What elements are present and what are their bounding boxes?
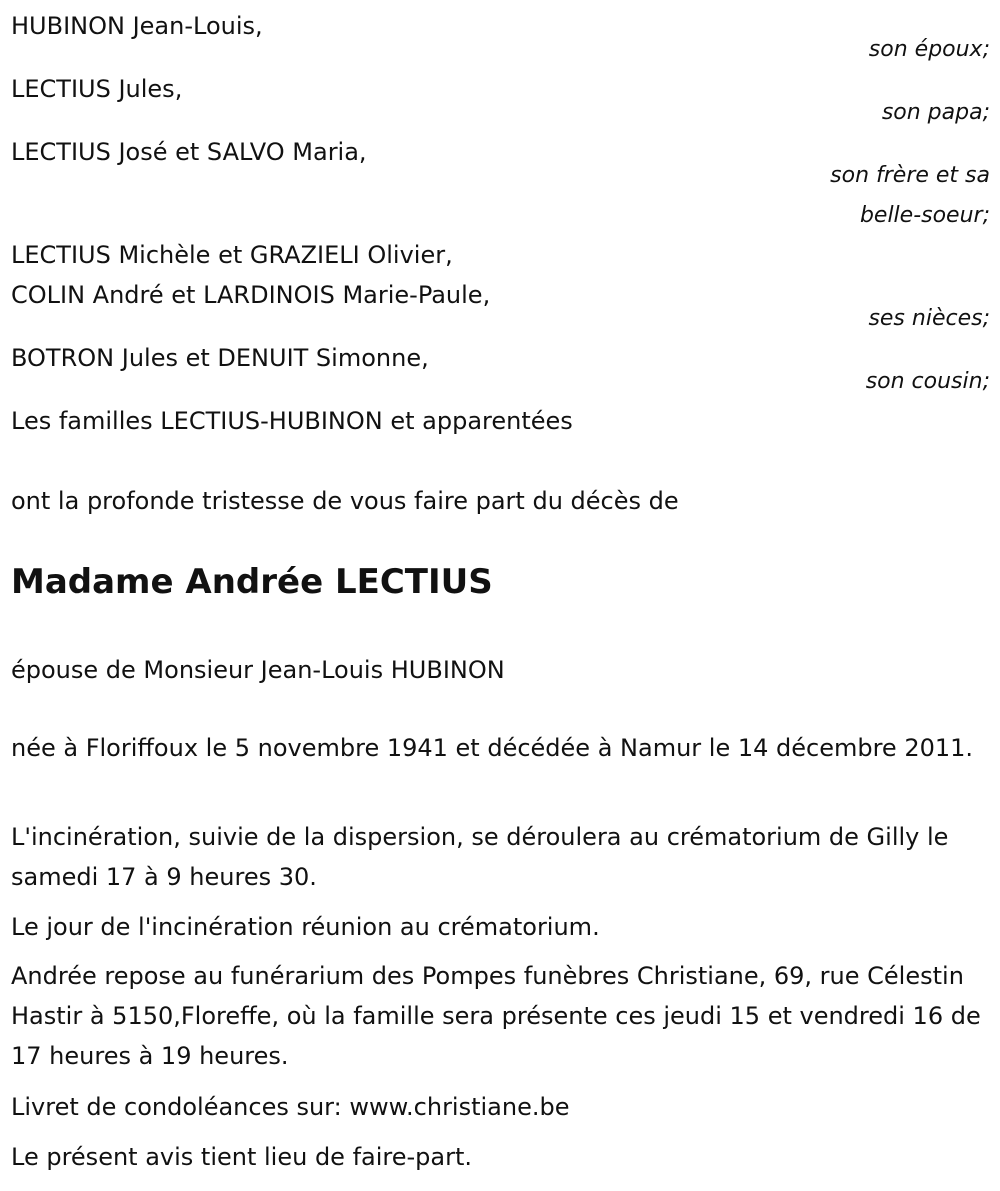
family-member-name: COLIN André et LARDINOIS Marie-Paule, xyxy=(11,281,491,309)
family-member-name: LECTIUS Jules, xyxy=(11,75,183,103)
visitation-paragraph: Andrée repose au funérarium des Pompes funèbres Christiane, 69, rue Célestin Hastir à 5150,Floreffe, où la famille sera présente ces jeudi 15 et vendredi 16 de 17 heures à 19 heures. xyxy=(11,962,981,1070)
deceased-name: Madame Andrée LECTIUS xyxy=(11,562,493,602)
family-member-name: LECTIUS Michèle et GRAZIELI Olivier, xyxy=(11,241,453,269)
family-relation: son papa; xyxy=(881,100,990,125)
family-member-name: BOTRON Jules et DENUIT Simonne, xyxy=(11,344,429,372)
reunion-paragraph: Le jour de l'incinération réunion au crématorium. xyxy=(11,913,600,941)
family-relation: son frère et sa xyxy=(830,163,990,188)
family-member-name: HUBINON Jean-Louis, xyxy=(11,12,263,40)
announcement-text: ont la profonde tristesse de vous faire part du décès de xyxy=(11,487,679,515)
spouse-line: épouse de Monsieur Jean-Louis HUBINON xyxy=(11,656,505,684)
family-member-name: Les familles LECTIUS-HUBINON et apparentées xyxy=(11,407,573,435)
family-relation: son cousin; xyxy=(865,369,990,394)
birth-death-paragraph: née à Floriffoux le 5 novembre 1941 et décédée à Namur le 14 décembre 2011. xyxy=(11,734,974,762)
family-relation: son époux; xyxy=(868,37,990,62)
notice-paragraph: Le présent avis tient lieu de faire-part. xyxy=(11,1143,473,1171)
family-member-name: LECTIUS José et SALVO Maria, xyxy=(11,138,367,166)
condolences-paragraph: Livret de condoléances sur: www.christiane.be xyxy=(11,1093,570,1121)
family-relation: ses nièces; xyxy=(868,306,990,331)
cremation-paragraph: L'incinération, suivie de la dispersion, se déroulera au crématorium de Gilly le samedi 17 à 9 heures 30. xyxy=(11,823,949,891)
family-relation: belle-soeur; xyxy=(859,203,990,228)
